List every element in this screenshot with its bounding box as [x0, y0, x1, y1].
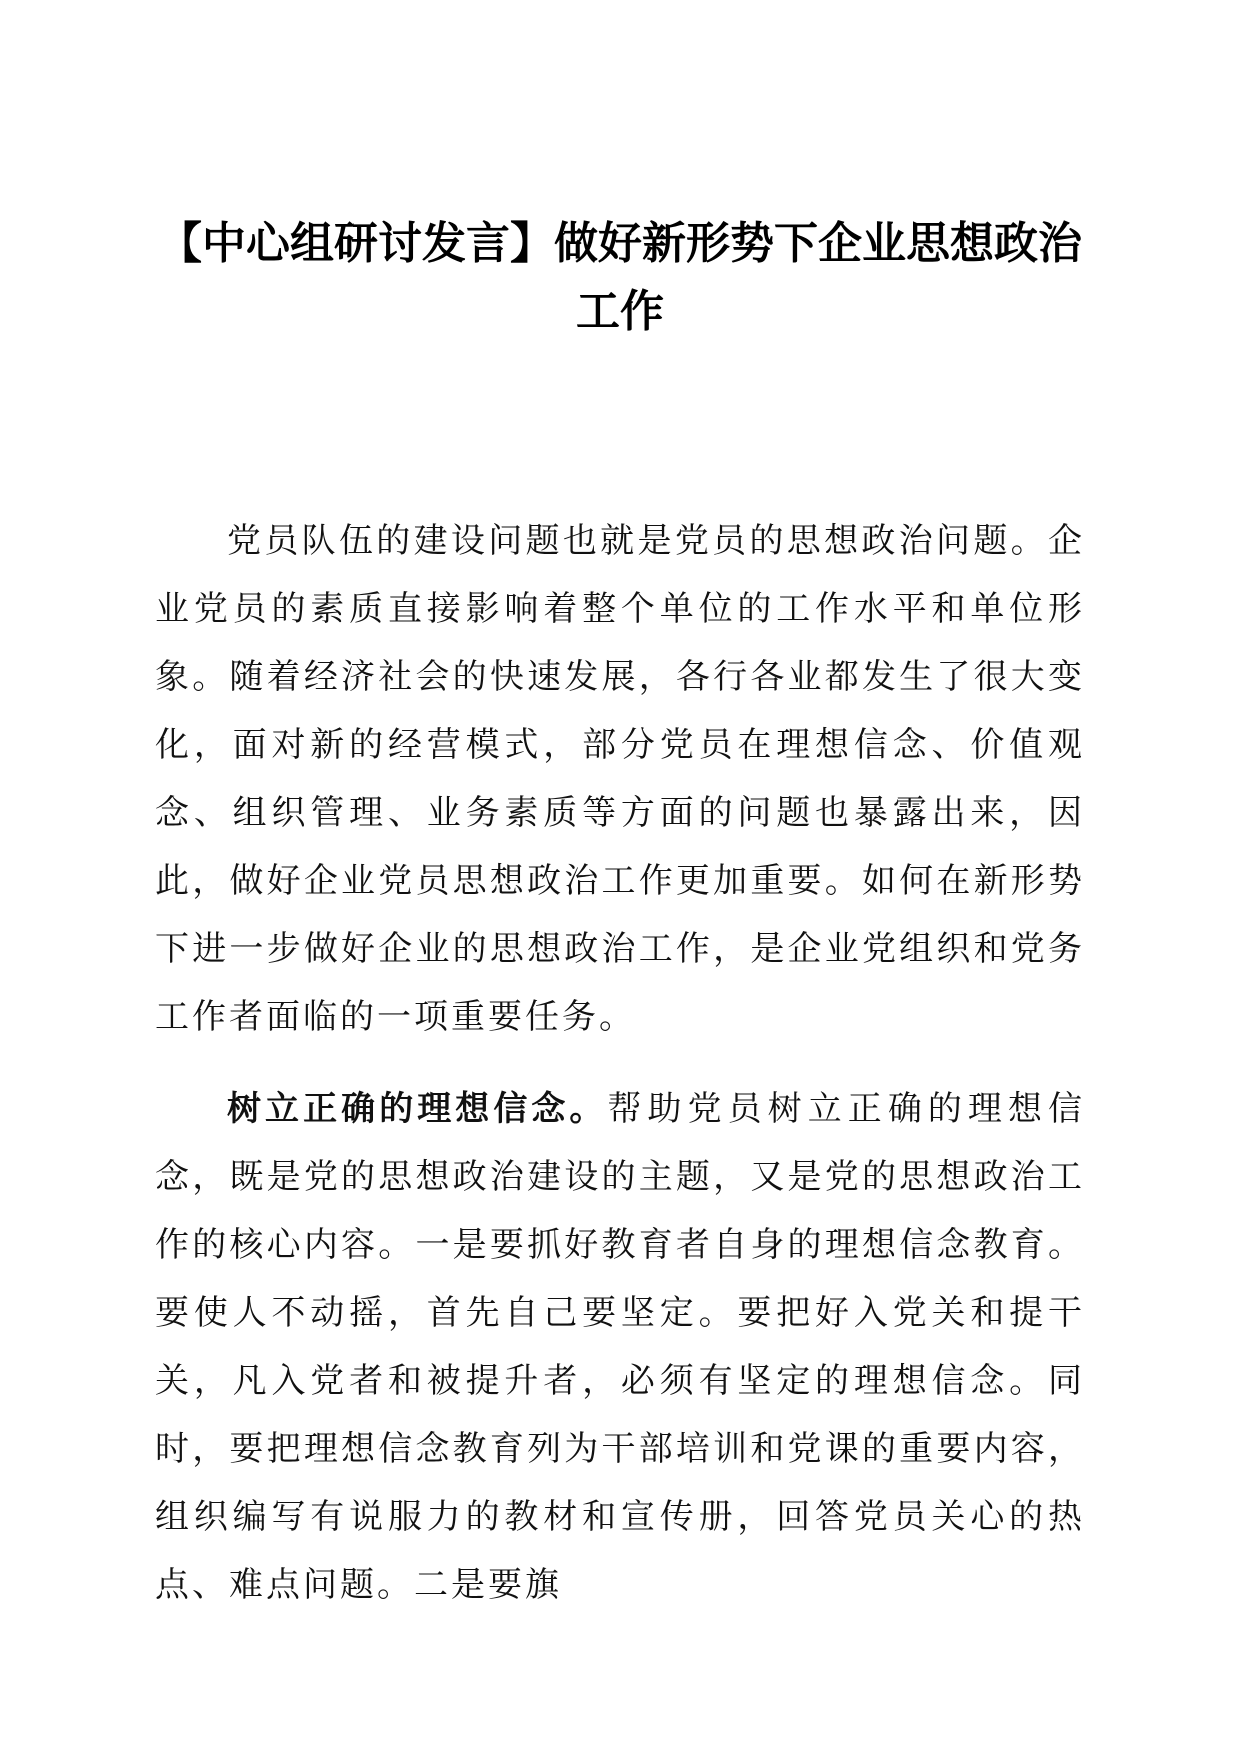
- document-title: 【中心组研讨发言】做好新形势下企业思想政治工作: [158, 218, 1082, 337]
- body-paragraph-2: [155, 1075, 1085, 1619]
- paragraph-lead-heading: 树立正确的理想信念。: [227, 1089, 608, 1129]
- body-paragraph-1: [155, 507, 1085, 1051]
- paragraph-text: 党员队伍的建设问题也就是党员的思想政治问题。企业党员的素质直接影响着整个单位的工作水平和单位形象。随着经济社会的快速发展，各行各业都发生了很大变化，面对新的经营模式，部分党员在理想信念、价值观念、组织管理、业务素质等方面的问题也暴露出来，因此，做好企业党员思想政治工作更加重要。如何在新形势下进一步做好企业的思想政治工作，是企业党组织和党务工作者面临的一项重要任务。: [155, 521, 1085, 1037]
- paragraph-text: 帮助党员树立正确的理想信念，既是党的思想政治建设的主题，又是党的思想政治工作的核心内容。一是要抓好教育者自身的理想信念教育。要使人不动摇，首先自己要坚定。要把好入党关和提干关，凡入党者和被提升者，必须有坚定的理想信念。同时，要把理想信念教育列为干部培训和党课的重要内容，组织编写有说服力的教材和宣传册，回答党员关心的热点、难点问题。二是要旗: [155, 1089, 1086, 1605]
